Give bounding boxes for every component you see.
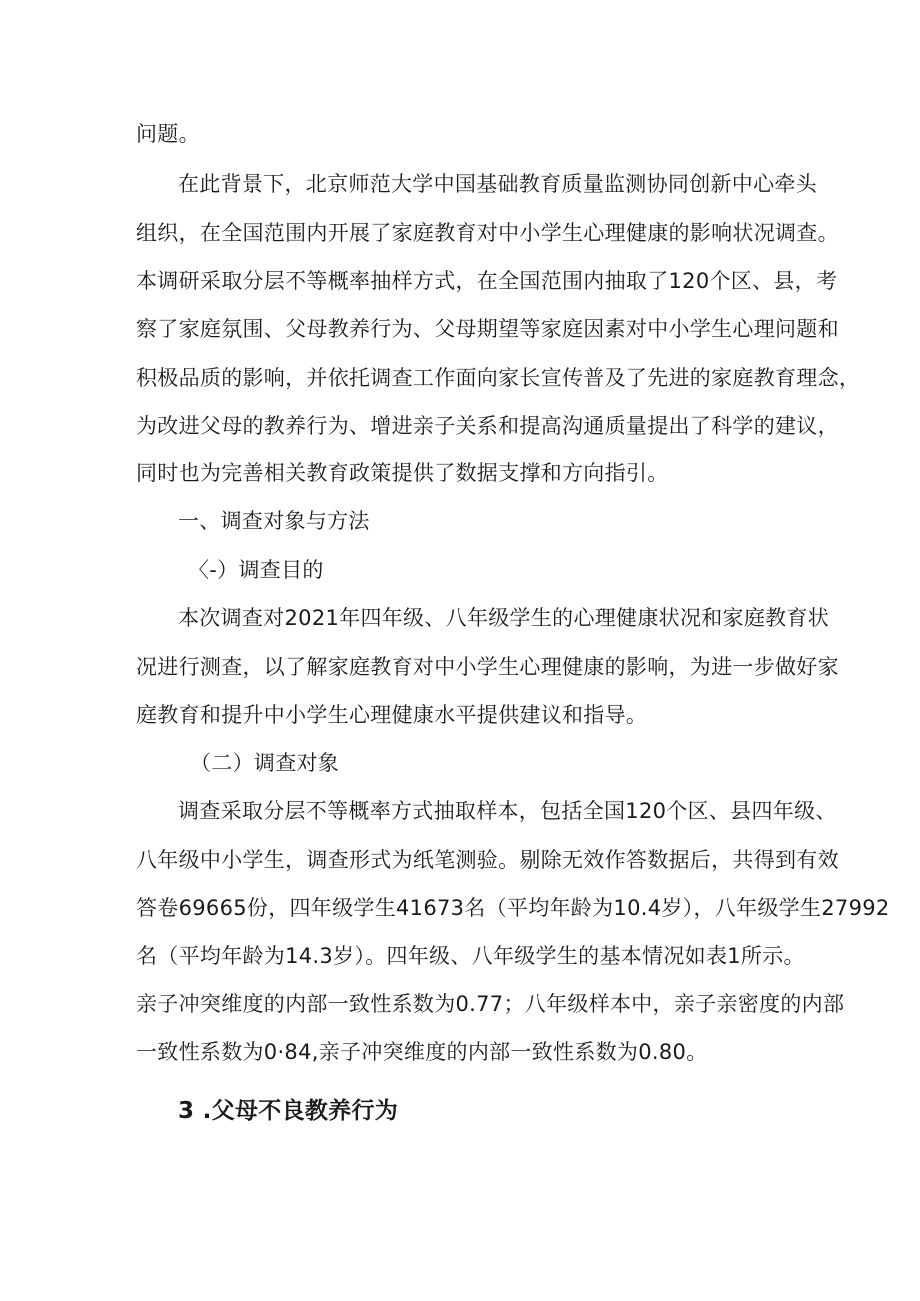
paragraph-line: 积极品质的影响，并依托调查工作面向家长宣传普及了先进的家庭教育理念， [136,366,861,390]
paragraph-line: 本调研采取分层不等概率抽样方式，在全国范围内抽取了120个区、县，考 [136,269,838,293]
paragraph-line: 八年级中小学生，调查形式为纸笔测验。剔除无效作答数据后，共得到有效 [136,848,839,872]
paragraph-line: 亲子冲突维度的内部一致性系数为0.77；八年级样本中，亲子亲密度的内部 [136,992,845,1016]
paragraph-line: 同时也为完善相关教育政策提供了数据支撑和方向指引。 [136,461,669,485]
paragraph-line: 名（平均年龄为14.3岁）。四年级、八年级学生的基本情况如表1所示。 [136,944,805,968]
paragraph-line: 况进行测查，以了解家庭教育对中小学生心理健康的影响，为进一步做好家 [136,655,839,679]
paragraph-line: 答卷69665份，四年级学生41673名（平均年龄为10.4岁），八年级学生27992 [136,896,890,920]
paragraph-line: 在此背景下，北京师范大学中国基础教育质量监测协同创新中心牵头 [178,172,817,196]
paragraph-line: 组织，在全国范围内开展了家庭教育对中小学生心理健康的影响状况调查。 [136,221,839,245]
paragraph-line: 为改进父母的教养行为、增进亲子关系和提高沟通质量提出了科学的建议， [136,414,839,438]
paragraph-line: 庭教育和提升中小学生心理健康水平提供建议和指导。 [136,703,648,727]
subsection-heading: 〈-）调查目的 [188,558,324,582]
subsection-heading: （二）调查对象 [190,751,340,775]
paragraph-line: 一致性系数为0·84,亲子冲突维度的内部一致性系数为0.80。 [136,1040,708,1064]
numbered-heading: 3 .父母不良教养行为 [178,1098,399,1124]
paragraph-line: 本次调查对2021年四年级、八年级学生的心理健康状况和家庭教育状 [178,606,830,630]
paragraph-line: 问题。 [136,122,200,146]
paragraph-line: 察了家庭氛围、父母教养行为、父母期望等家庭因素对中小学生心理问题和 [136,317,839,341]
section-heading: 一、调查对象与方法 [178,509,370,533]
paragraph-line: 调查采取分层不等概率方式抽取样本，包括全国120个区、县四年级、 [178,799,837,823]
